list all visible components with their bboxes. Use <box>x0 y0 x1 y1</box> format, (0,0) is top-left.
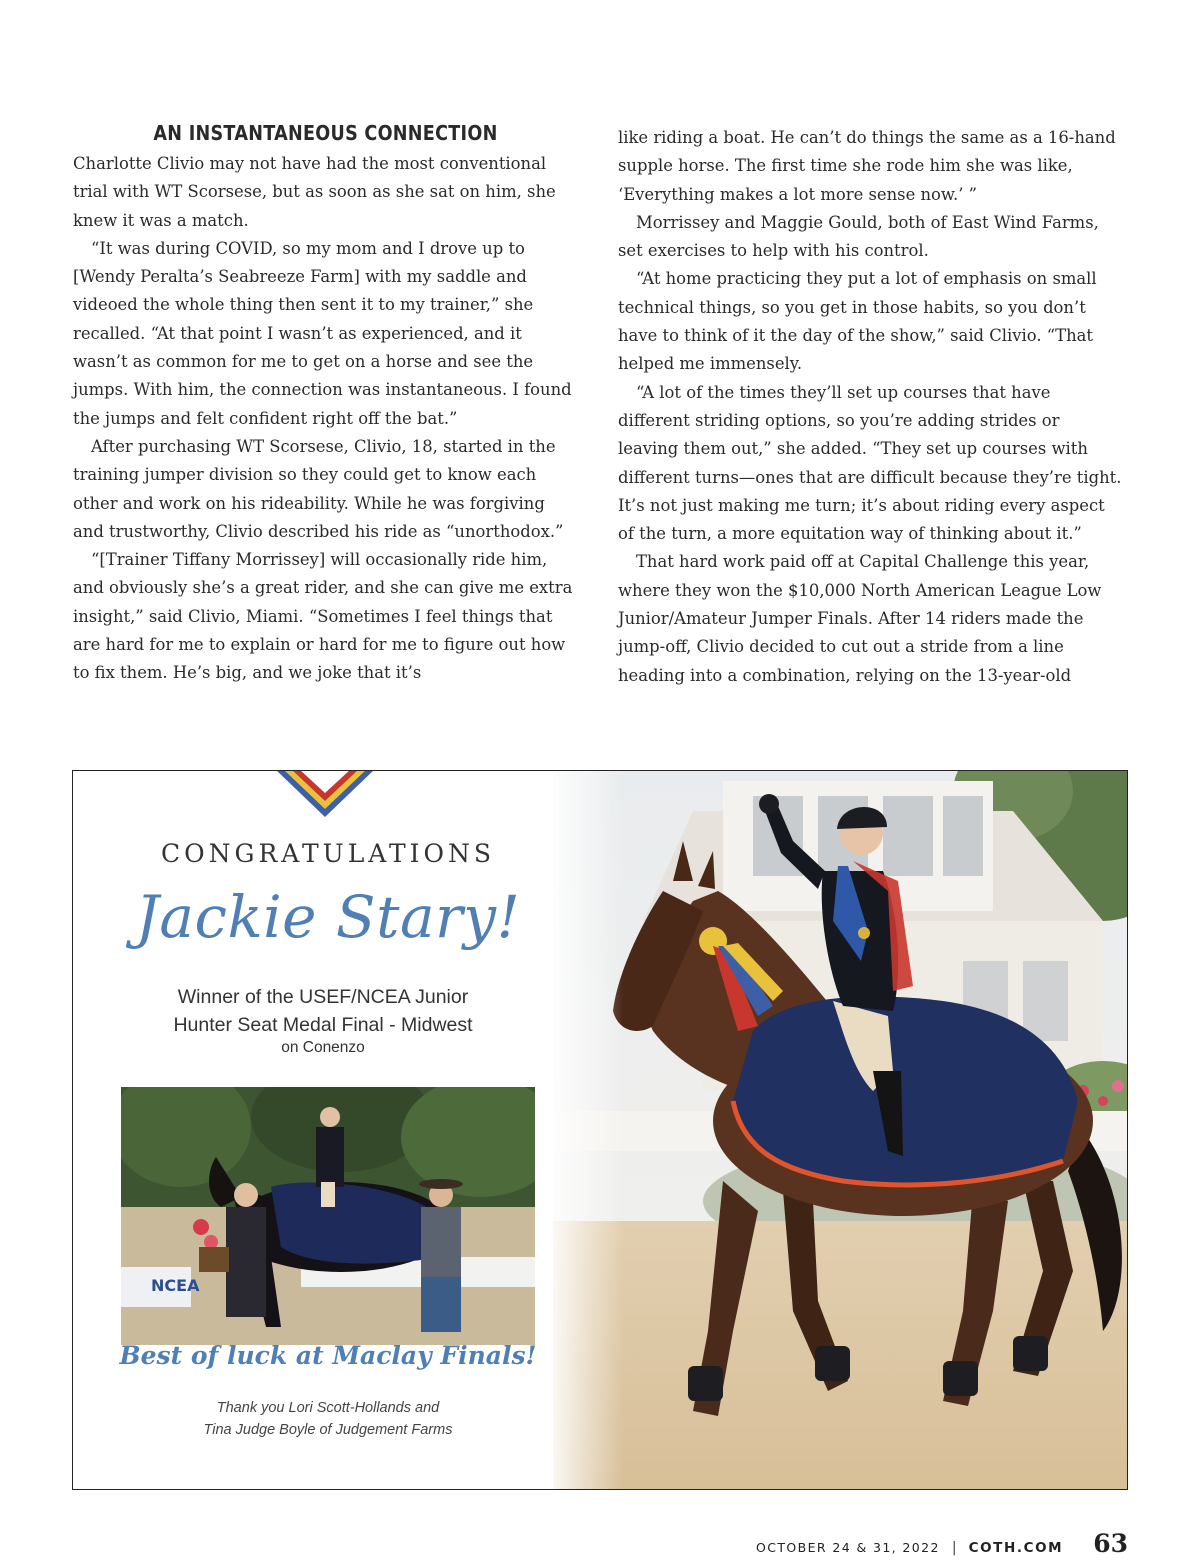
article-paragraph: Morrissey and Maggie Gould, both of East Wind Farms, set exercises to help with his control. <box>618 212 1099 261</box>
section-heading: AN INSTANTANEOUS CONNECTION <box>153 121 498 145</box>
award-line-1: Winner of the USEF/NCEA Junior <box>177 986 469 1008</box>
article-column-left <box>73 118 578 688</box>
honoree-name: Jackie Stary! <box>135 883 521 951</box>
thank-you-note <box>133 1397 523 1441</box>
award-description <box>123 983 523 1039</box>
award-ceremony-illustration <box>121 1087 535 1345</box>
article-paragraph: like riding a boat. He can’t do things the same as a 16-hand supple horse. The first time she rode him she was like, ‘Everything makes a lot more sense now.’ ” <box>618 128 1116 204</box>
article-column-right <box>618 124 1123 690</box>
page-number: 63 <box>1093 1529 1128 1558</box>
horse-name: on Conenzo <box>281 1039 365 1056</box>
footer-separator: | <box>951 1540 957 1556</box>
ncea-sign-text: NCEA <box>151 1276 200 1295</box>
article-paragraph: That hard work paid off at Capital Challenge this year, where they won the $10,000 North American League Low Junior/Amateur Jumper Finals. After 14 riders made the jump-off, Clivio decided to cut out a stride from a line heading into a combination, relying on the 13-year-old <box>618 552 1102 685</box>
page-footer <box>756 1529 1128 1559</box>
site-name: COTH.COM <box>968 1540 1064 1556</box>
thanks-line-2: Tina Judge Boyle of Judgement Farms <box>203 1422 453 1438</box>
congratulations-ad <box>72 770 1128 1490</box>
issue-date: OCTOBER 24 & 31, 2022 <box>756 1540 940 1555</box>
article-paragraph: “A lot of the times they’ll set up courses that have different striding options, so you’re adding strides or leaving them out,” she added. “They set up courses with different turns—ones that are difficult because they’re tight. It’s not just making me turn; it’s about riding every aspect of the turn, a more equitation way of thinking about it.” <box>618 382 1122 544</box>
thanks-line-1: Thank you Lori Scott-Hollands and <box>216 1400 440 1416</box>
congratulations-heading: CONGRATULATIONS <box>160 839 496 868</box>
article-paragraph: After purchasing WT Scorsese, Clivio, 18, started in the training jumper division so they could get to know each other and work on his rideability. While he was forgiving and trustworthy, Clivio described his ride as “unorthodox.” <box>73 436 564 541</box>
ribbon-chevron-icon <box>275 770 375 821</box>
horse-rider-photo <box>543 771 1127 1489</box>
award-ceremony-photo <box>121 1087 535 1345</box>
article-paragraph: Charlotte Clivio may not have had the most conventional trial with WT Scorsese, but as soon as she sat on him, she knew it was a match. <box>73 154 556 230</box>
article-paragraph: “It was during COVID, so my mom and I drove up to [Wendy Peralta’s Seabreeze Farm] with my saddle and videoed the whole thing then sent it to my trainer,” she recalled. “At that point I wasn’t as experienced, and it wasn’t as common for me to get on a horse and see the jumps. With him, the connection was instantaneous. I found the jumps and felt confident right off the bat.” <box>73 238 572 428</box>
article-paragraph: “At home practicing they put a lot of emphasis on small technical things, so you get in those habits, so you don’t have to think of it the day of the show,” said Clivio. “That helped me immensely. <box>618 269 1097 374</box>
best-of-luck-message: Best of luck at Maclay Finals! <box>119 1341 537 1370</box>
article-paragraph: “[Trainer Tiffany Morrissey] will occasionally ride him, and obviously she’s a great rider, and she can give me extra insight,” said Clivio, Miami. “Sometimes I feel things that are hard for me to explain or hard for me to figure out how to fix them. He’s big, and we joke that it’s <box>73 550 573 683</box>
award-line-2: Hunter Seat Medal Final - Midwest <box>173 1014 473 1036</box>
horse-rider-illustration <box>543 771 1127 1489</box>
